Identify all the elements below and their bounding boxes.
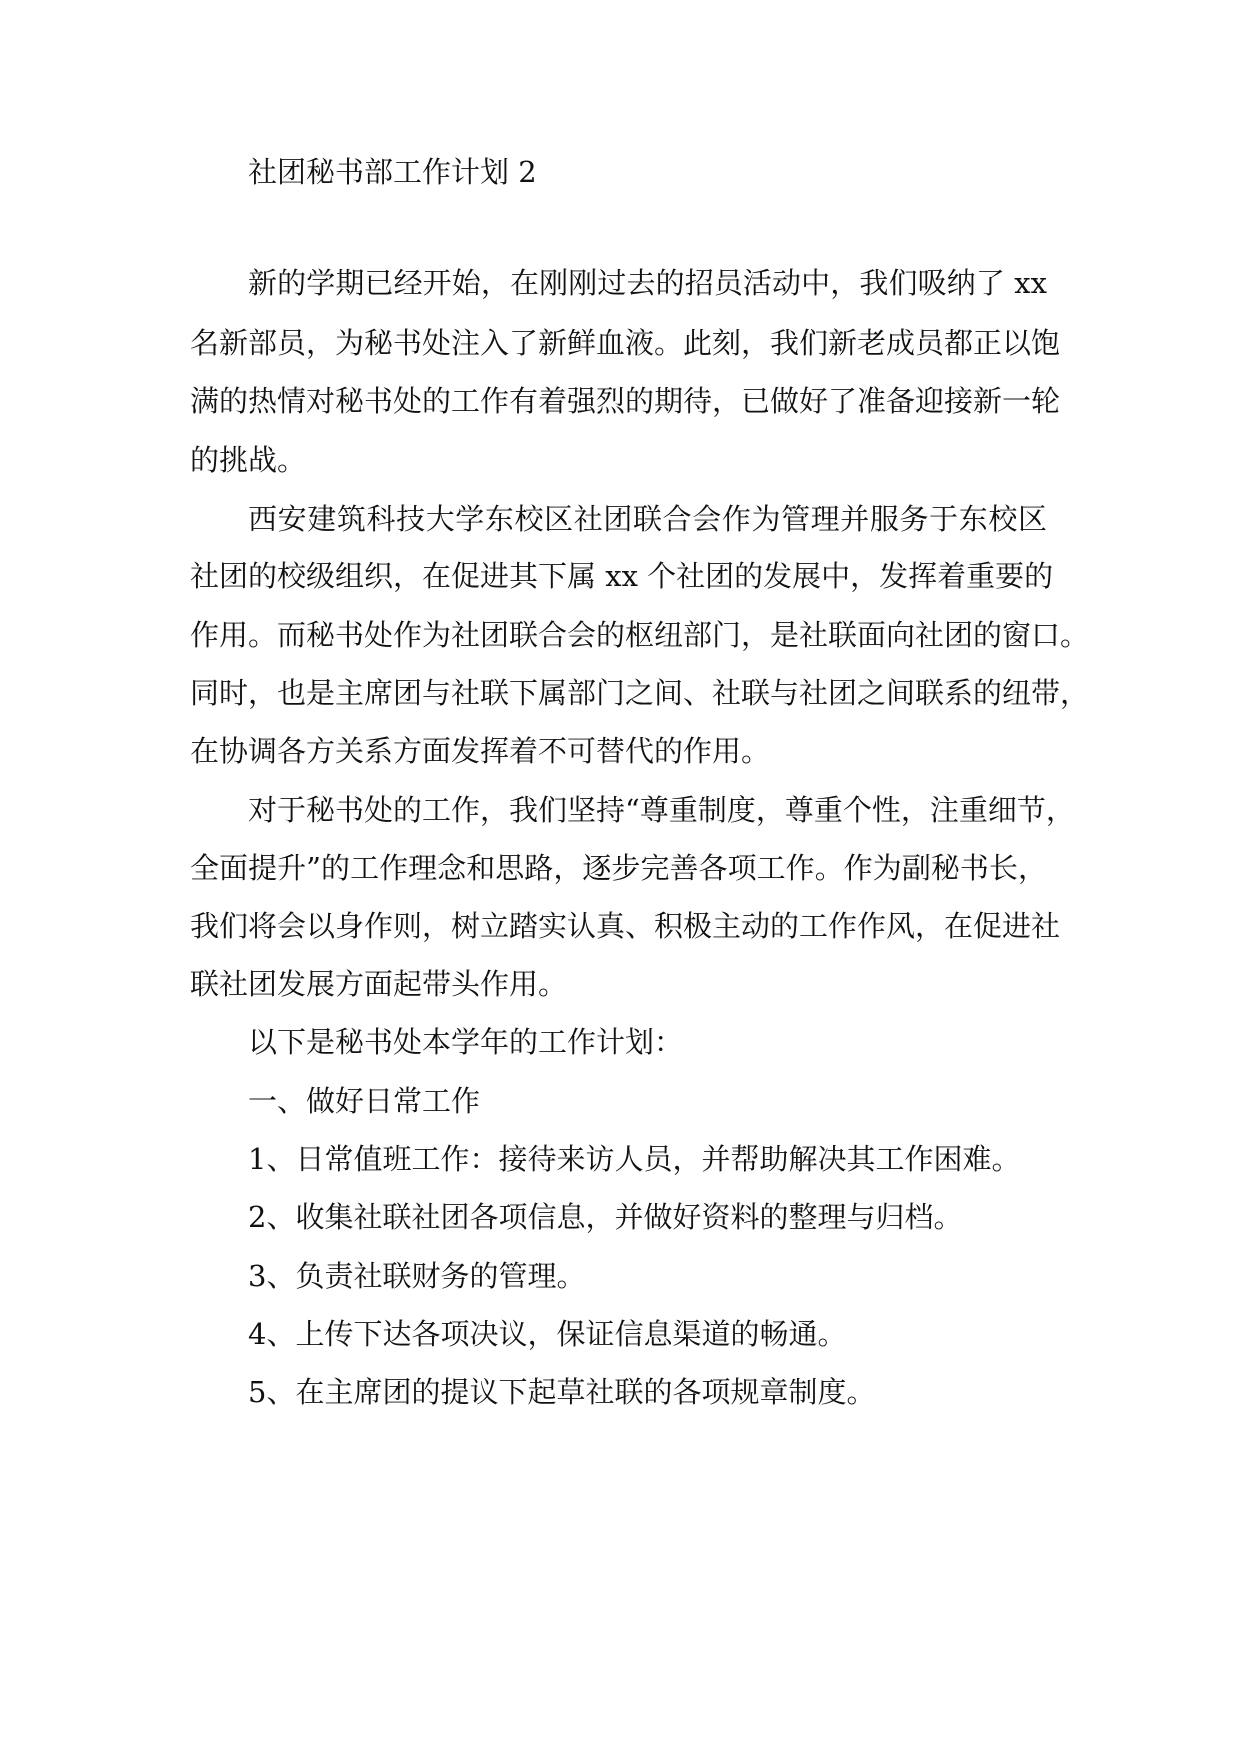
list-item: 5、在主席团的提议下起草社联的各项规章制度。 [248,1375,876,1409]
paragraph-line: 新的学期已经开始，在刚刚过去的招员活动中，我们吸纳了 xx [248,266,1047,300]
list-intro: 以下是秘书处本学年的工作计划： [248,1025,684,1059]
paragraph-line: 作用。而秘书处作为社团联合会的枢纽部门，是社联面向社团的窗口。 [190,618,1090,652]
document-title: 社团秘书部工作计划 2 [248,155,537,189]
paragraph-line: 联社团发展方面起带头作用。 [190,967,568,1001]
paragraph-line: 我们将会以身作则，树立踏实认真、积极主动的工作作风，在促进社 [190,909,1061,943]
list-item: 3、负责社联财务的管理。 [248,1259,586,1293]
paragraph-line: 社团的校级组织，在促进其下属 xx 个社团的发展中，发挥着重要的 [190,559,1054,593]
paragraph-line: 满的热情对秘书处的工作有着强烈的期待，已做好了准备迎接新一轮 [190,384,1061,418]
paragraph-line: 西安建筑科技大学东校区社团联合会作为管理并服务于东校区 [248,502,1047,536]
paragraph-line: 对于秘书处的工作，我们坚持“尊重制度，尊重个性，注重细节， [248,793,1075,827]
paragraph-line: 在协调各方关系方面发挥着不可替代的作用。 [190,734,771,768]
list-item: 2、收集社联社团各项信息，并做好资料的整理与归档。 [248,1200,963,1234]
paragraph-line: 名新部员，为秘书处注入了新鲜血液。此刻，我们新老成员都正以饱 [190,326,1061,360]
list-item: 1、日常值班工作：接待来访人员，并帮助解决其工作困难。 [248,1142,1021,1176]
section-heading: 一、做好日常工作 [248,1084,481,1118]
paragraph-line: 同时，也是主席团与社联下属部门之间、社联与社团之间联系的纽带， [190,676,1090,710]
paragraph-line: 全面提升”的工作理念和思路，逐步完善各项工作。作为副秘书长， [190,851,1047,885]
list-item: 4、上传下达各项决议，保证信息渠道的畅通。 [248,1317,847,1351]
paragraph-line: 的挑战。 [190,443,307,477]
